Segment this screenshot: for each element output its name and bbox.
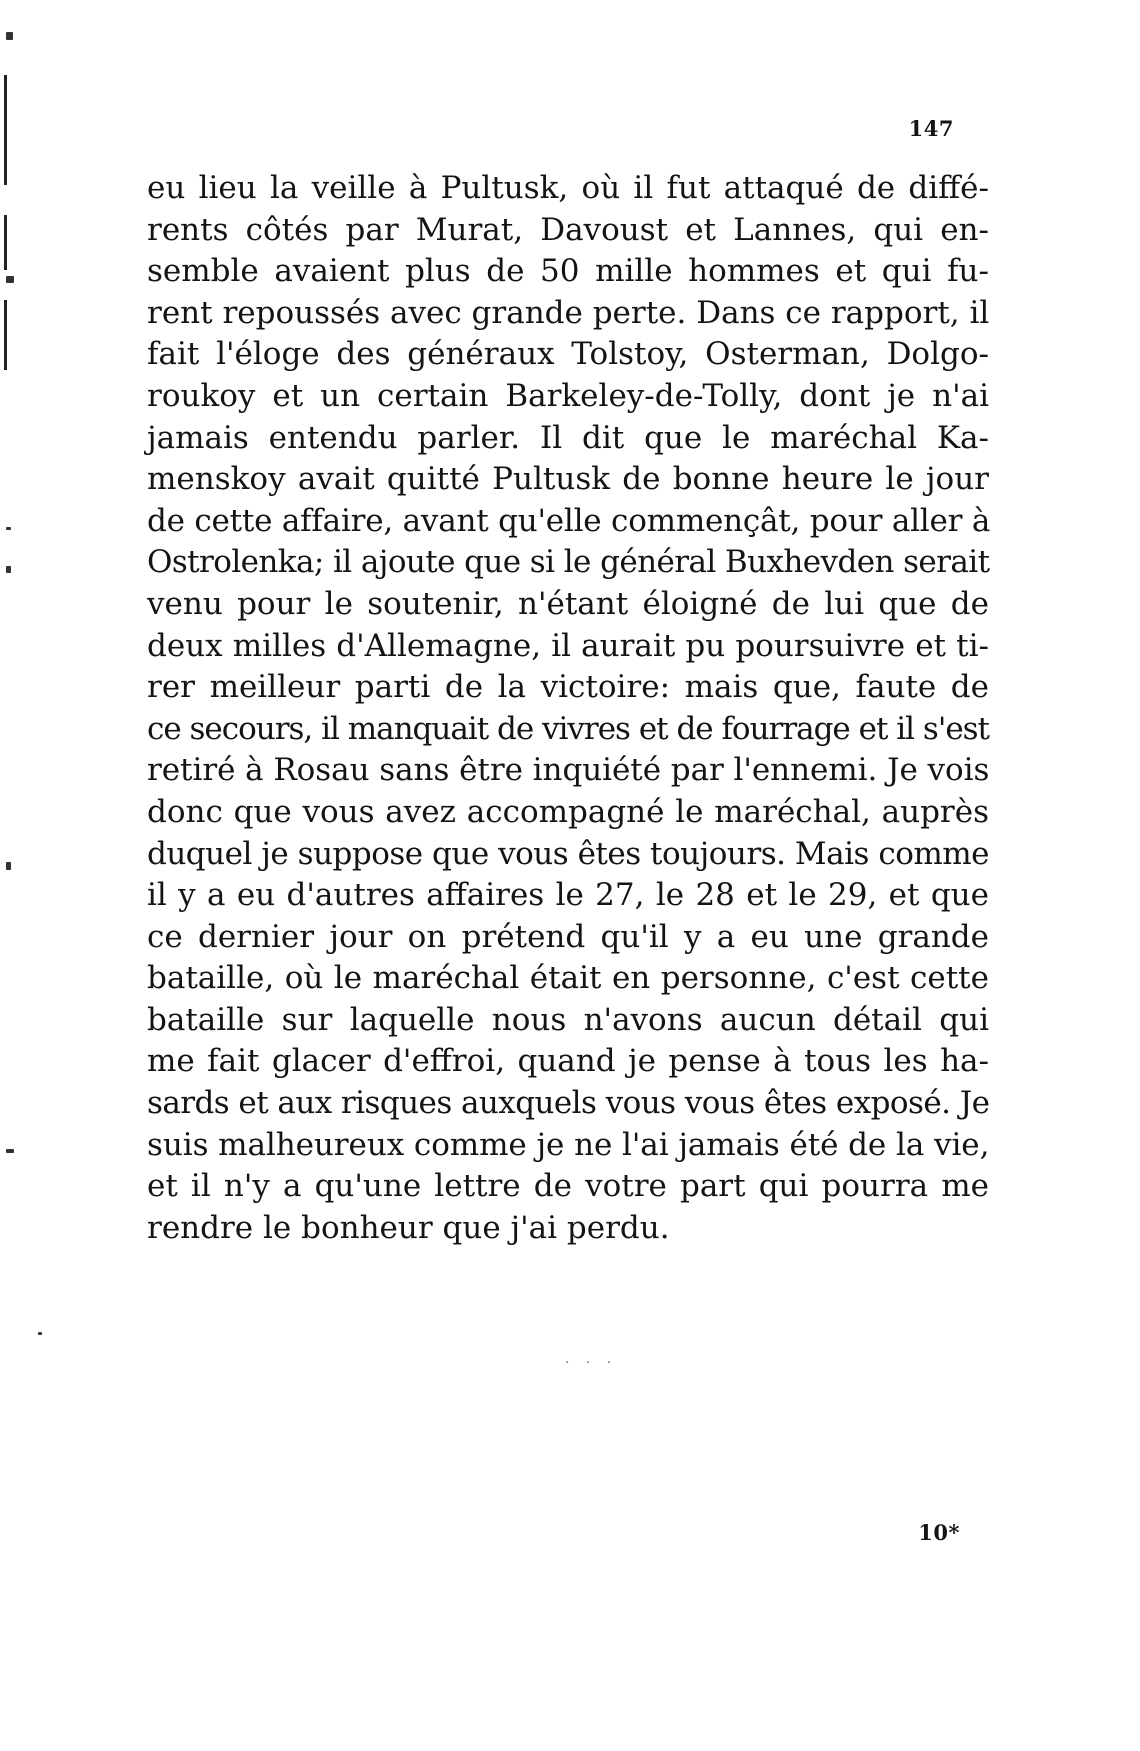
scan-edge-bar	[4, 215, 7, 270]
scan-speck	[6, 527, 11, 530]
text-line: menskoy avait quitté Pultusk de bonne heure le jour	[147, 461, 989, 498]
scan-dots: · · ·	[565, 1355, 618, 1371]
text-line: rents côtés par Murat, Davoust et Lannes, qui en-	[147, 211, 989, 248]
text-line: sards et aux risques auxquels vous vous êtes exposé. Je	[147, 1085, 990, 1122]
scan-edge-bar	[4, 75, 7, 185]
scan-speck	[38, 1332, 42, 1335]
text-line: Ostrolenka; il ajoute que si le général Buxhevden serait	[147, 544, 990, 581]
text-line: roukoy et un certain Barkeley-de-Tolly, dont je n'ai	[147, 377, 989, 414]
text-line: ce secours, il manquait de vivres et de fourrage et il s'est	[147, 710, 989, 747]
text-line: rer meilleur parti de la victoire: mais que, faute de	[147, 669, 989, 706]
text-line: bataille sur laquelle nous n'avons aucun détail qui	[147, 1001, 989, 1038]
scan-speck	[6, 566, 11, 573]
scan-speck	[6, 1149, 14, 1153]
text-line: suis malheureux comme je ne l'ai jamais été de la vie,	[147, 1126, 990, 1163]
scan-speck	[6, 862, 11, 870]
text-line: fait l'éloge des généraux Tolstoy, Osterman, Dolgo-	[147, 336, 989, 373]
text-line: de cette affaire, avant qu'elle commençât, pour aller à	[147, 502, 991, 539]
text-line: semble avaient plus de 50 mille hommes et qui fu-	[147, 253, 989, 290]
text-line: retiré à Rosau sans être inquiété par l'ennemi. Je vois	[147, 752, 990, 789]
scan-speck	[6, 276, 14, 283]
text-line: il y a eu d'autres affaires le 27, le 28 et le 29, et que	[147, 877, 989, 914]
text-line: rent repoussés avec grande perte. Dans ce rapport, il	[147, 294, 990, 331]
text-line: jamais entendu parler. Il dit que le maréchal Ka-	[147, 419, 989, 456]
scan-edge-marks	[0, 0, 20, 1751]
text-line: eu lieu la veille à Pultusk, où il fut attaqué de diffé-	[147, 170, 989, 206]
text-line: et il n'y a qu'une lettre de votre part qui pourra me	[147, 1168, 989, 1205]
body-text	[147, 168, 989, 1249]
text-line: ce dernier jour on prétend qu'il y a eu une grande	[147, 918, 989, 955]
text-line: deux milles d'Allemagne, il aurait pu poursuivre et ti-	[147, 627, 989, 664]
signature-mark: 10*	[918, 1520, 960, 1545]
scan-edge-bar	[4, 300, 7, 370]
text-line: bataille, où le maréchal était en personne, c'est cette	[147, 960, 989, 997]
text-line: donc que vous avez accompagné le maréchal, auprès	[147, 793, 989, 830]
text-line: rendre le bonheur que j'ai perdu.	[147, 1209, 670, 1246]
text-line: duquel je suppose que vous êtes toujours. Mais comme	[147, 835, 989, 872]
scan-speck	[6, 32, 13, 40]
text-line: me fait glacer d'effroi, quand je pense à tous les ha-	[147, 1043, 989, 1080]
text-line: venu pour le soutenir, n'étant éloigné de lui que de	[147, 585, 989, 622]
page-number: 147	[908, 116, 954, 141]
